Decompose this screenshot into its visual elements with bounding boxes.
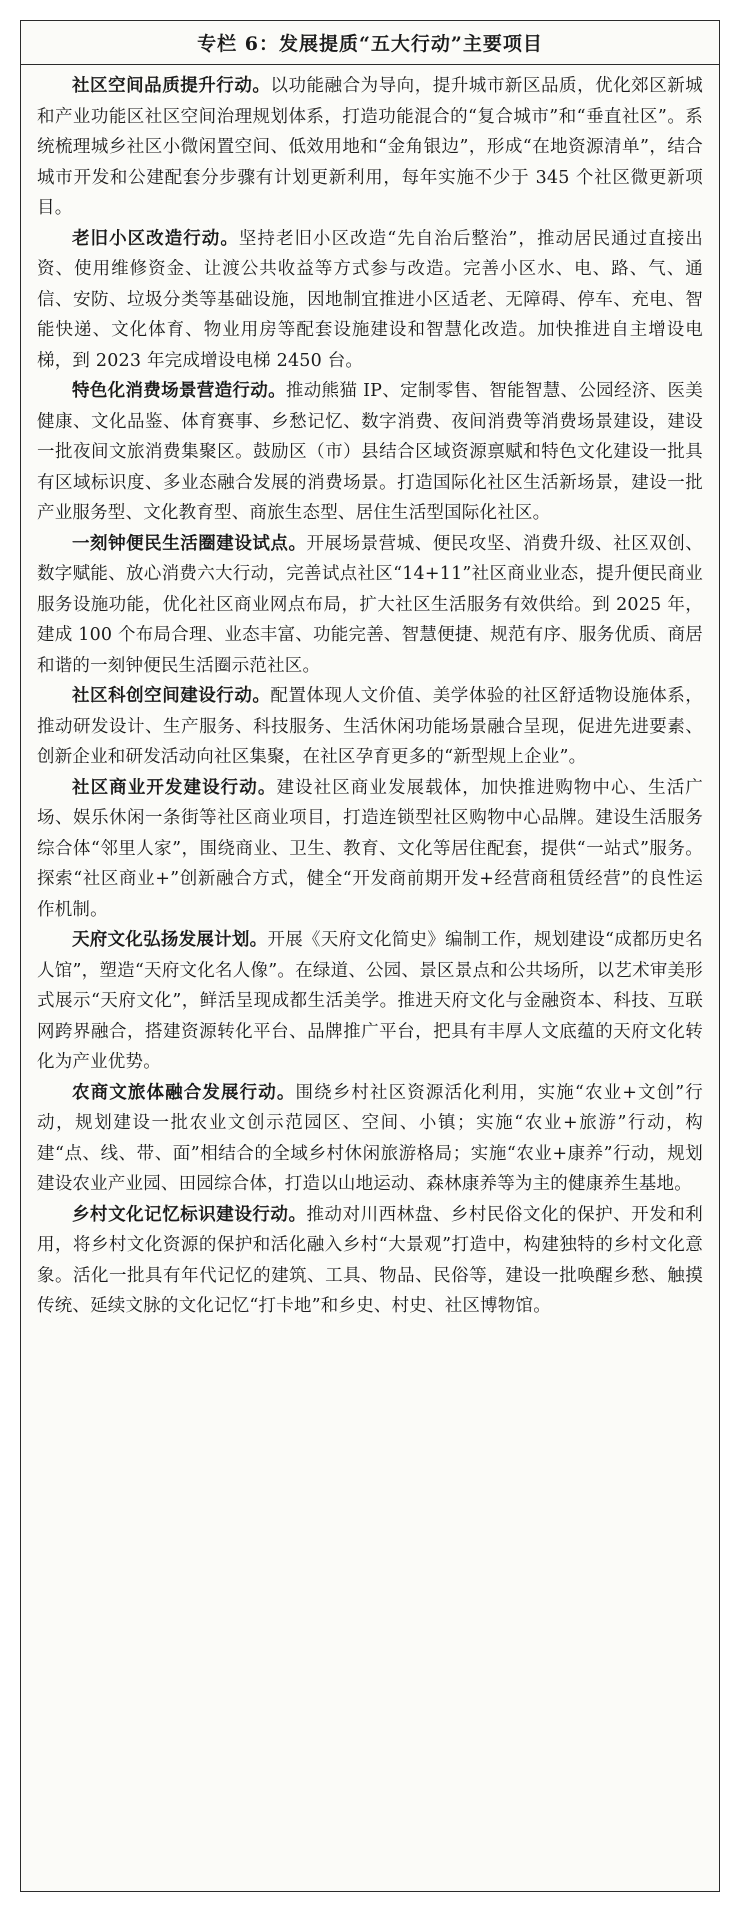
panel-body — [21, 65, 719, 1322]
project-item-commercial-development — [37, 773, 703, 926]
project-item-tech-innovation-space — [37, 681, 703, 773]
project-description: 围绕乡村社区资源活化利用，实施“农业+文创”行动，规划建设一批农业文创示范园区、空间、小镇；实施“农业+旅游”行动，构建“点、线、带、面”相结合的全域乡村休闲旅游格局；实施“农业+康养”行动，规划建设农业产业园、田园综合体，打造以山地运动、森林康养等为主的健康养生基地。 — [37, 1082, 703, 1194]
project-description: 开展《天府文化简史》编制工作，规划建设“成都历史名人馆”，塑造“天府文化名人像”。在绿道、公园、景区景点和公共场所，以艺术审美形式展示“天府文化”，鲜活呈现成都生活美学。推进天府文化与金融资本、科技、互联网跨界融合，搭建资源转化平台、品牌推广平台，把具有丰厚人文底蕴的天府文化转化为产业优势。 — [37, 930, 703, 1072]
project-title: 一刻钟便民生活圈建设试点。 — [72, 533, 307, 554]
project-item-rural-cultural-memory — [37, 1200, 703, 1322]
project-description: 坚持老旧小区改造“先自治后整治”，推动居民通过直接出资、使用维修资金、让渡公共收益等方式参与改造。完善小区水、电、路、气、通信、安防、垃圾分类等基础设施，因地制宜推进小区适老、无障碍、停车、充电、智能快递、文化体育、物业用房等配套设施建设和智慧化改造。加快推进自主增设电梯，到 2023 年完成增设电梯 2450 台。 — [37, 228, 703, 371]
project-description: 建设社区商业发展载体，加快推进购物中心、生活广场、娱乐休闲一条街等社区商业项目，打造连锁型社区购物中心品牌。建设生活服务综合体“邻里人家”，围绕商业、卫生、教育、文化等居住配套，提供“一站式”服务。探索“社区商业+”创新融合方式，健全“开发商前期开发+经营商租赁经营”的良性运作机制。 — [37, 777, 703, 920]
project-title: 特色化消费场景营造行动。 — [72, 381, 286, 401]
panel-header — [21, 21, 719, 65]
project-item-tianfu-culture — [37, 925, 703, 1078]
project-description: 以功能融合为导向，提升城市新区品质，优化郊区新城和产业功能区社区空间治理规划体系，打造功能混合的“复合城市”和“垂直社区”。系统梳理城乡社区小微闲置空间、低效用地和“金角银边”，形成“在地资源清单”，结合城市开发和公建配套分步骤有计划更新利用，每年实施不少于 345 个社区微更新项目。 — [37, 76, 703, 218]
project-description: 推动熊猫 IP、定制零售、智能智慧、公园经济、医美健康、文化品鉴、体育赛事、乡愁记忆、数字消费、夜间消费等消费场景建设，建设一批夜间文旅消费集聚区。鼓励区（市）县结合区域资源禀赋和特色文化建设一批具有区域标识度、多业态融合发展的消费场景。打造国际化社区生活新场景，建设一批产业服务型、文化教育型、商旅生态型、居住生活型国际化社区。 — [37, 381, 703, 523]
panel-title: 专栏 6：发展提质“五大行动”主要项目 — [197, 33, 543, 55]
project-description: 配置体现人文价值、美学体验的社区舒适物设施体系，推动研发设计、生产服务、科技服务、生活休闲功能场景融合呈现，促进先进要素、创新企业和研发活动向社区集聚，在社区孕育更多的“新型规上企业”。 — [37, 686, 703, 767]
project-item-15min-life-circle — [37, 529, 703, 682]
project-item-agri-tourism-integration — [37, 1078, 703, 1200]
project-title: 乡村文化记忆标识建设行动。 — [72, 1204, 307, 1225]
project-item-community-space — [37, 71, 703, 224]
project-description: 开展场景营城、便民攻坚、消费升级、社区双创、数字赋能、放心消费六大行动，完善试点社区“14+11”社区商业业态，提升便民商业服务设施功能，优化社区商业网点布局，扩大社区生活服务有效供给。到 2025 年，建成 100 个布局合理、业态丰富、功能完善、智慧便捷、规范有序、服务优质、商居和谐的一刻钟便民生活圈示范社区。 — [37, 533, 703, 676]
project-title: 社区空间品质提升行动。 — [72, 76, 271, 96]
project-panel — [20, 20, 720, 1892]
project-description: 推动对川西林盘、乡村民俗文化的保护、开发和利用，将乡村文化资源的保护和活化融入乡村“大景观”打造中，构建独特的乡村文化意象。活化一批具有年代记忆的建筑、工具、物品、民俗等，建设一批唤醒乡愁、触摸传统、延续文脉的文化记忆“打卡地”和乡史、村史、社区博物馆。 — [37, 1204, 703, 1316]
project-item-consumption-scenes — [37, 376, 703, 529]
project-title: 社区商业开发建设行动。 — [72, 777, 277, 798]
project-title: 社区科创空间建设行动。 — [72, 686, 271, 706]
project-item-old-community-renovation — [37, 224, 703, 377]
project-title: 农商文旅体融合发展行动。 — [72, 1082, 296, 1103]
project-title: 老旧小区改造行动。 — [72, 228, 239, 249]
project-title: 天府文化弘扬发展计划。 — [72, 930, 268, 950]
